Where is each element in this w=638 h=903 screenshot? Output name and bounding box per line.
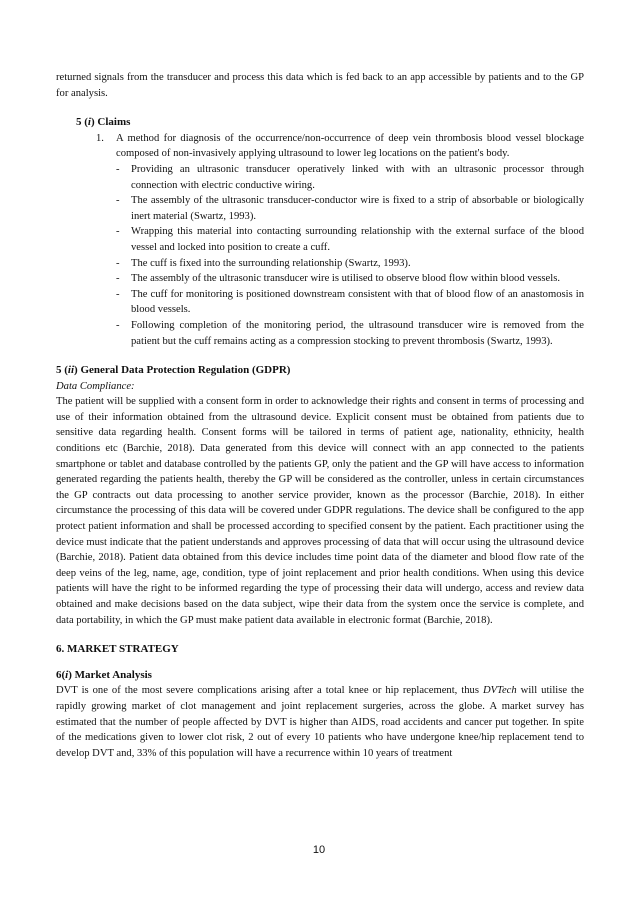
gdpr-paragraph: The patient will be supplied with a consent form in order to acknowledge their rights and consent in terms of processing and use of their information obtained from the ultrasound device. Explicit consent must be obtained from patients due to sensitive data regarding health. Consent forms will be tailored in terms of patient age, nationality, ethnicity, health conditions etc (Barchie, 2018). Data generated from this device will connect with an app connected to the patients smartphone or tablet and database controlled by the patients GP, only the patient and the GP will have access to information generated regarding the patients health, thereby the GP will be considered as the controller, unless in certain circumstances the GP contracts out data processing to another service provider, known as the processor (Barchie, 2018). In either circumstance the processing of this data will be covered under GDPR regulations. The device shall be configured to the app protect patient information and shall be processed according to specified consent by the patient. Each practitioner using the device must indicate that the patient understands and approves processing of data that will occur using the ultrasound device (Barchie, 2018). Patient data obtained from this device includes time point data of the diameter and blood flow rate of the deep veins of the leg, name, age, condition, type of joint replacement and prior health conditions. When using this device patients will have the right to be informed regarding the type of processing their data will undergo, access and review data obtained and make decisions based on the data subject, wipe their data from the system once the service is complete, and data portability, in which the GP must make patient data available in electronic format (Barchie, 2018). [56, 396, 584, 626]
document-page [56, 70, 584, 761]
intro-paragraph: returned signals from the transducer and process this data which is fed back to an app accessible by patients and to the GP for analysis. [56, 72, 584, 99]
claim-sub-item: - Providing an ultrasonic transducer operatively linked with with an ultrasonic processor through connection with electric conductive wiring. [116, 163, 584, 191]
claim-sub-item: - The assembly of the ultrasonic transducer-conductor wire is fixed to a strip of absorbable or biologically inert material (Swartz, 1993). [116, 195, 584, 222]
market-analysis-heading: 6(i) Market Analysis [56, 668, 152, 681]
claim-sub-item: - The cuff for monitoring is positioned downstream consistent with that of blood flow of an anastomosis in blood vessels. [116, 288, 584, 316]
gdpr-subheading: Data Compliance: [56, 380, 135, 392]
brand-name: DVTech [482, 685, 517, 697]
market-strategy-heading: 6. MARKET STRATEGY [56, 643, 179, 656]
gdpr-heading: 5 (ii) General Data Protection Regulation (GDPR) [56, 364, 291, 377]
claim-number: 1. [96, 132, 104, 144]
claim-sub-item: - Wrapping this material into contacting surrounding relationship with the external surface of the blood vessel and locked into position to create a cuff. [116, 226, 584, 253]
claim-sub-item: - The cuff is fixed into the surrounding relationship (Swartz, 1993). [116, 257, 411, 269]
claim-sub-item: - Following completion of the monitoring period, the ultrasound transducer wire is removed from the patient but the cuff remains acting as a compression stocking to prevent thrombosis (Swartz, 1993). [116, 319, 584, 347]
market-paragraph: DVT is one of the most severe complications arising after a total knee or hip replacement, thus DVTech will utilise the rapidly growing market of clot management and joint replacement surgeries, across the globe. A market survey has estimated that the number of people affected by DVT is higher than AIDS, road accidents and cancer put together. In spite of the medications given to lower clot risk, 2 out of every 10 patients who have undergone knee/hip replacement tend to develop DVT and, 33% of this population will have a recurrence within 10 years of treatment [56, 685, 584, 759]
claims-heading: 5 (i) Claims [76, 116, 131, 129]
claim-sub-item: - The assembly of the ultrasonic transducer wire is utilised to observe blood flow within blood vessels. [116, 273, 560, 285]
claim-item [96, 131, 584, 162]
page-number: 10 [312, 844, 326, 856]
claim-sub-list [116, 162, 584, 349]
claim-text: A method for diagnosis of the occurrence/non-occurrence of deep vein thrombosis blood vessel blockage composed of non-invasively applying ultrasound to lower leg locations on the patient's body. [116, 132, 584, 160]
